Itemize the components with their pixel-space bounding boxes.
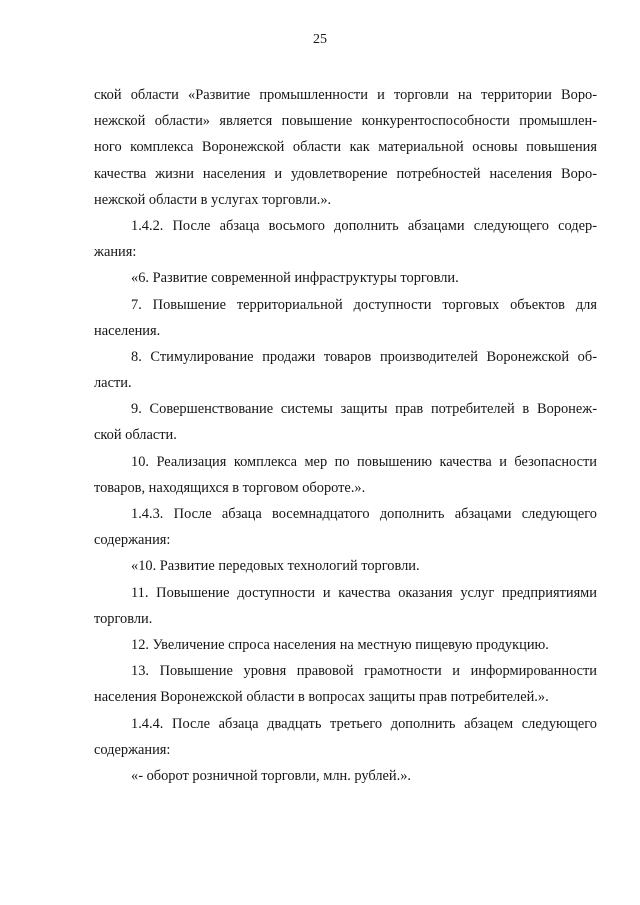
- text-line: «- оборот розничной торговли, млн. рублей.».: [131, 767, 412, 784]
- paragraph-item-11: [94, 580, 597, 632]
- text-line: содержания:: [94, 532, 171, 549]
- text-line: торговли.: [94, 610, 153, 627]
- text-line: 12. Увеличение спроса населения на местную пищевую продукцию.: [131, 636, 549, 653]
- text-line: ской области.: [94, 427, 177, 444]
- paragraph-item-6: [94, 265, 597, 291]
- text-line: 7. Повышение территориальной доступности торговых объектов для: [131, 296, 597, 313]
- paragraph-item-10b: [94, 553, 597, 579]
- text-line: «6. Развитие современной инфраструктуры торговли.: [131, 270, 459, 287]
- paragraph-1-4-4: [94, 711, 597, 763]
- text-line: товаров, находящихся в торговом обороте.».: [94, 479, 366, 496]
- text-line: «10. Развитие передовых технологий торговли.: [131, 558, 420, 575]
- text-line: 8. Стимулирование продажи товаров производителей Воронежской об-: [131, 348, 597, 365]
- text-line: содержания:: [94, 741, 171, 758]
- text-line: 1.4.3. После абзаца восемнадцатого дополнить абзацами следующего: [131, 506, 597, 522]
- paragraph-1-4-3: [94, 501, 597, 553]
- text-line: 9. Совершенствование системы защиты прав потребителей в Воронеж-: [131, 401, 597, 418]
- document-body: [94, 82, 597, 789]
- text-line: населения.: [94, 322, 161, 339]
- text-line: 13. Повышение уровня правовой грамотности и информированности: [131, 663, 597, 680]
- text-line: 11. Повышение доступности и качества оказания услуг предприятиями: [131, 584, 597, 601]
- text-line: населения Воронежской области в вопросах защиты прав потребителей.».: [94, 689, 549, 706]
- text-line: ласти.: [94, 375, 132, 392]
- paragraph-item-10: [94, 449, 597, 501]
- paragraph-item-9: [94, 396, 597, 448]
- paragraph-item-8: [94, 344, 597, 396]
- paragraph-1-4-2: [94, 213, 597, 265]
- paragraph-item-13: [94, 658, 597, 710]
- paragraph-continuation: [94, 82, 597, 213]
- text-line: качества жизни населения и удовлетворение потребностей населения Воро-: [94, 165, 597, 182]
- text-line: жания:: [94, 244, 137, 261]
- paragraph-item-12: [94, 632, 597, 658]
- text-line: ской области «Развитие промышленности и торговли на территории Воро-: [94, 87, 597, 103]
- page-number: 25: [313, 32, 327, 47]
- paragraph-item-7: [94, 292, 597, 344]
- text-line: 1.4.4. После абзаца двадцать третьего дополнить абзацем следующего: [131, 715, 597, 732]
- text-line: 10. Реализация комплекса мер по повышению качества и безопасности: [131, 453, 597, 470]
- text-line: ного комплекса Воронежской области как материальной основы повышения: [94, 139, 597, 156]
- paragraph-retail-turnover: [94, 763, 597, 789]
- text-line: 1.4.2. После абзаца восьмого дополнить абзацами следующего содер-: [131, 217, 597, 234]
- text-line: нежской области» является повышение конкурентоспособности промышлен-: [94, 113, 597, 130]
- text-line: нежской области в услугах торговли.».: [94, 191, 332, 208]
